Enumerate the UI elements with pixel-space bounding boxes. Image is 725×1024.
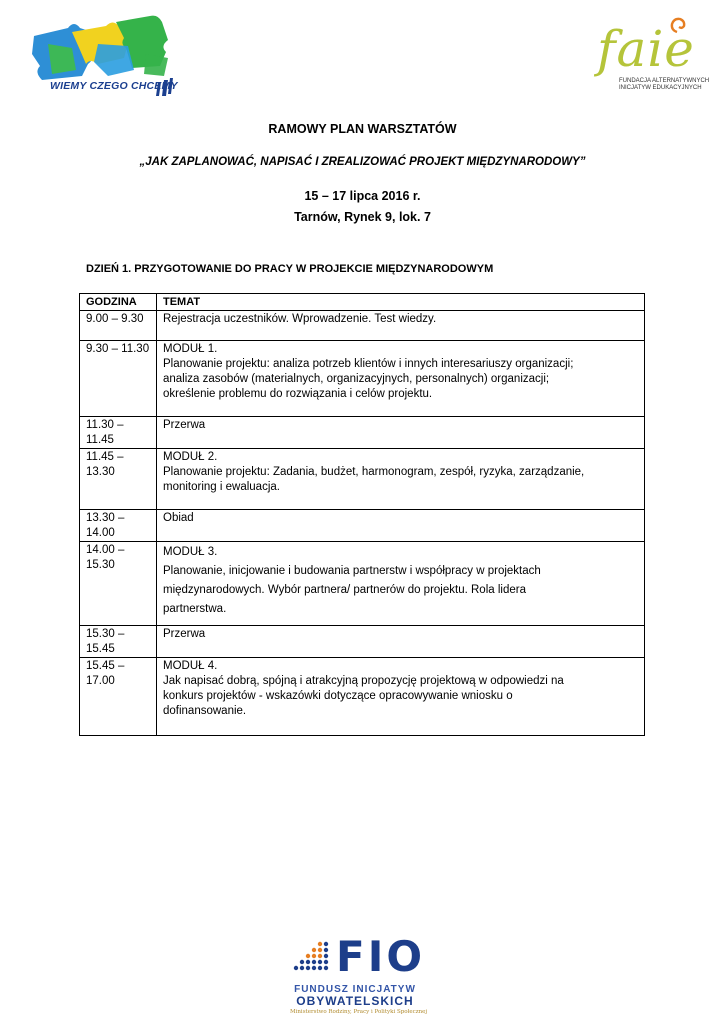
logo-tagline: WIEMY CZEGO CHCEMY: [50, 80, 178, 92]
row-time: 11.45 – 13.30: [80, 449, 157, 510]
fio-ministry: Ministerstwo Rodziny, Pracy i Polityki Społecznej: [290, 1009, 428, 1015]
row-topic: Obiad: [157, 510, 645, 542]
fio-brand: FIO: [336, 932, 426, 981]
table-row: [80, 626, 645, 658]
faie-brand: faie: [597, 20, 695, 78]
table-row: [80, 311, 645, 341]
fio-line1: FUNDUSZ INICJATYW: [294, 984, 416, 995]
faie-subtitle-line1: FUNDACJA ALTERNATYWNYCH: [619, 78, 710, 84]
row-topic: MODUŁ 2. Planowanie projektu: Zadania, budżet, harmonogram, zespół, ryzyka, zarządzanie, monitoring i ewaluacja.: [157, 449, 645, 510]
header-topic: TEMAT: [157, 294, 645, 311]
faie-subtitle: [619, 78, 709, 92]
row-time: 14.00 – 15.30: [80, 542, 157, 626]
header-time: GODZINA: [80, 294, 157, 311]
row-topic: MODUŁ 4. Jak napisać dobrą, spójną i atrakcyjną propozycję projektową w odpowiedzi na konkurs projektów - wskazówki dotyczące opracowywanie wniosku o dofinansowanie.: [157, 658, 645, 736]
document-title: RAMOWY PLAN WARSZTATÓW: [268, 122, 457, 136]
fio-line2: OBYWATELSKICH: [296, 994, 414, 1008]
table-row: [80, 658, 645, 736]
row-time: 9.30 – 11.30: [80, 341, 157, 417]
row-topic: Przerwa: [157, 626, 645, 658]
schedule-table: [79, 293, 645, 736]
row-time: 13.30 – 14.00: [80, 510, 157, 542]
table-row: [80, 341, 645, 417]
row-topic: Przerwa: [157, 417, 645, 449]
table-row: [80, 449, 645, 510]
table-row: [80, 510, 645, 542]
faie-subtitle-line2: INICJATYW EDUKACYJNYCH: [619, 85, 702, 91]
row-time: 15.30 – 15.45: [80, 626, 157, 658]
table-header-row: [80, 294, 645, 311]
faie-logo: [593, 14, 710, 100]
row-topic: Rejestracja uczestników. Wprowadzenie. Test wiedzy.: [157, 311, 645, 341]
table-row: [80, 417, 645, 449]
row-time: 15.45 – 17.00: [80, 658, 157, 736]
row-time: 9.00 – 9.30: [80, 311, 157, 341]
document-subtitle: „JAK ZAPLANOWAĆ, NAPISAĆ I ZREALIZOWAĆ PROJEKT MIĘDZYNARODOWY”: [139, 156, 586, 168]
row-time: 11.30 – 11.45: [80, 417, 157, 449]
table-row: [80, 542, 645, 626]
dots-icon: [286, 938, 336, 982]
workshop-dates: 15 – 17 lipca 2016 r.: [304, 189, 421, 203]
row-topic: MODUŁ 1. Planowanie projektu: analiza potrzeb klientów i innych interesariuszy organizacji; analiza zasobów (materialnych, organizacyjnych, personalnych) organizacji; określenie problemu do rozwiązania i celów projektu.: [157, 341, 645, 417]
fio-logo: [284, 932, 428, 1018]
day-heading: DZIEŃ 1. PRZYGOTOWANIE DO PRACY W PROJEKCIE MIĘDZYNARODOWYM: [86, 263, 494, 275]
wiemy-czego-chcemy-logo: [28, 14, 178, 98]
row-topic: MODUŁ 3. Planowanie, inicjowanie i budowania partnerstw i współpracy w projektach międzynarodowych. Wybór partnera/ partnerów do projektu. Rola lidera partnerstwa.: [157, 542, 645, 626]
workshop-place: Tarnów, Rynek 9, lok. 7: [294, 210, 431, 224]
